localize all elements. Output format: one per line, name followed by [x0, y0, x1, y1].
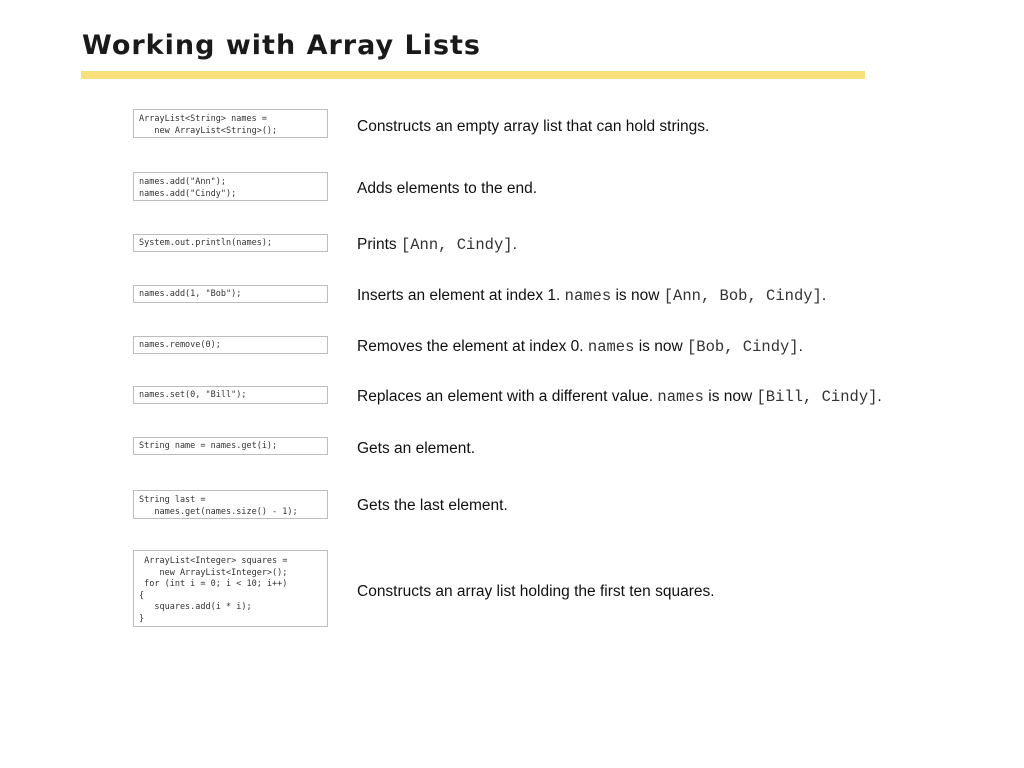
code-snippet-get: String name = names.get(i); — [133, 437, 328, 455]
description-println: Prints [Ann, Cindy]. — [357, 236, 517, 254]
description-get-last: Gets the last element. — [357, 497, 508, 514]
code-snippet-remove: names.remove(0); — [133, 336, 328, 354]
title-underline — [81, 71, 865, 79]
code-snippet-construct: ArrayList<String> names = new ArrayList<String>(); — [133, 109, 328, 138]
description-get: Gets an element. — [357, 440, 476, 457]
code-snippet-println: System.out.println(names); — [133, 234, 328, 252]
code-snippet-add: names.add("Ann"); names.add("Cindy"); — [133, 172, 328, 201]
println-output: [Ann, Cindy] — [400, 236, 513, 254]
code-snippet-insert: names.add(1, "Bob"); — [133, 285, 328, 303]
description-insert: Inserts an element at index 1. names is now [Ann, Bob, Cindy]. — [357, 287, 827, 305]
description-construct: Constructs an empty array list that can hold strings. — [357, 118, 710, 135]
page-title: Working with Array Lists — [82, 30, 481, 61]
description-set: Replaces an element with a different value. names is now [Bill, Cindy]. — [357, 388, 882, 406]
description-remove: Removes the element at index 0. names is now [Bob, Cindy]. — [357, 338, 803, 356]
code-snippet-squares: ArrayList<Integer> squares = new ArrayList<Integer>(); for (int i = 0; i < 10; i++) { squares.add(i * i); } — [133, 550, 328, 627]
code-snippet-get-last: String last = names.get(names.size() - 1); — [133, 490, 328, 519]
description-squares: Constructs an array list holding the first ten squares. — [357, 583, 715, 600]
code-snippet-set: names.set(0, "Bill"); — [133, 386, 328, 404]
description-add: Adds elements to the end. — [357, 180, 538, 197]
